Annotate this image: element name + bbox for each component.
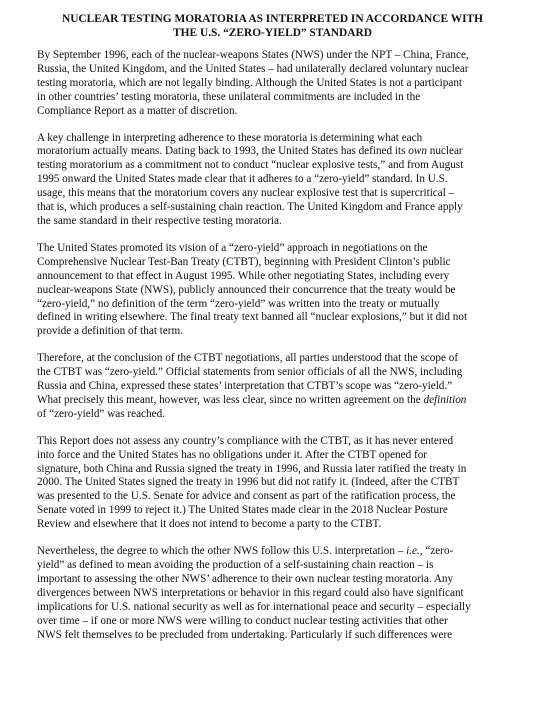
body-paragraph <box>37 242 518 339</box>
paragraph-line: 2000. The United States signed the treaty in 1996 but did not ratify it. (Indeed, after the CTBT <box>37 476 460 489</box>
paragraph-line: defined in writing elsewhere. The final treaty text banned all “nuclear explosions,” but it did not <box>37 311 468 324</box>
paragraph-line: testing moratoria, which are not legally binding. Although the United States is not a participant <box>37 76 463 89</box>
paragraph-line: was presented to the U.S. Senate for advice and consent as part of the ratification process, the <box>37 490 456 503</box>
paragraph-line: signature, both China and Russia signed the treaty in 1996, and Russia later ratified the treaty in <box>37 462 467 475</box>
body-paragraph <box>37 352 518 422</box>
paragraph-line: over time – if one or more NWS were willing to conduct nuclear testing activities that other <box>37 614 448 627</box>
paragraph-line: in other countries’ testing moratoria, these unilateral commitments are included in the <box>37 90 421 103</box>
paragraph-line: NWS felt themselves to be precluded from undertaking. Particularly if such differences were <box>37 628 453 641</box>
paragraph-line: Russia, the United Kingdom, and the United States – had unilaterally declared voluntary nuclear <box>37 62 469 75</box>
paragraph-line: testing moratorium as a commitment not to conduct “nuclear explosive tests,” and from August <box>37 159 464 172</box>
emphasis-text: own <box>408 145 427 158</box>
body-paragraph <box>37 132 518 229</box>
paragraph-line: Nevertheless, the degree to which the other NWS follow this U.S. interpretation – i.e., “zero- <box>37 545 454 558</box>
paragraph-line: By September 1996, each of the nuclear-weapons States (NWS) under the NPT – China, France, <box>37 49 469 61</box>
body-paragraph <box>37 49 518 119</box>
body-paragraph <box>37 435 518 532</box>
paragraph-line: Compliance Report as a matter of discretion. <box>37 104 238 117</box>
paragraph-line: Russia and China, expressed these states’ interpretation that CTBT’s scope was “zero-yield.” <box>37 380 453 393</box>
paragraph-line: moratorium actually means. Dating back to 1993, the United States has defined its own nuclear <box>37 145 463 158</box>
paragraph-line: important to assessing the other NWS’ adherence to their own nuclear testing moratoria. Any <box>37 572 454 585</box>
paragraph-line: of “zero-yield” was reached. <box>37 407 165 420</box>
title-line: THE U.S. “ZERO-YIELD” STANDARD <box>173 27 372 39</box>
paragraph-line: into force and the United States has no obligations under it. After the CTBT opened for <box>37 448 428 461</box>
paragraph-line: This Report does not assess any country’s compliance with the CTBT, as it has never entered <box>37 434 454 447</box>
paragraph-line: usage, this means that the moratorium covers any nuclear explosive test that is supercritical – <box>37 187 455 200</box>
paragraph-line: “zero-yield,” no definition of the term “zero-yield” was written into the treaty or mutually <box>37 297 440 310</box>
paragraph-line: Senate voted in 1999 to reject it.) The United States made clear in the 2018 Nuclear Posture <box>37 504 448 517</box>
body-paragraph <box>37 545 518 642</box>
paragraph-line: The United States promoted its vision of a “zero-yield” approach in negotiations on the <box>37 241 428 254</box>
paragraph-line: Comprehensive Nuclear Test-Ban Treaty (CTBT), beginning with President Clinton’s public <box>37 255 451 268</box>
paragraph-line: implications for U.S. national security as well as for international peace and security – especially <box>37 600 471 613</box>
paragraph-line: nuclear-weapons State (NWS), publicly announced their concurrence that the treaty would be <box>37 283 456 296</box>
paragraph-line: announcement to that effect in August 1995. While other negotiating States, including every <box>37 269 450 282</box>
paragraph-line: the same standard in their respective testing moratoria. <box>37 214 282 227</box>
paragraph-line: Therefore, at the conclusion of the CTBT negotiations, all parties understood that the scope of <box>37 352 459 365</box>
paragraph-line: 1995 onward the United States made clear that it adheres to a “zero-yield” standard. In U.S. <box>37 173 448 186</box>
paragraph-line: divergences between NWS interpretations or behavior in this regard could also have significant <box>37 586 464 599</box>
paragraph-line: Review and elsewhere that it does not intend to become a party to the CTBT. <box>37 518 382 531</box>
emphasis-text: definition <box>423 393 467 406</box>
page-title <box>37 12 518 40</box>
paragraph-line: A key challenge in interpreting adherence to these moratoria is determining what each <box>37 131 423 144</box>
emphasis-text: i.e. <box>406 545 420 558</box>
paragraph-line: yield” as defined to mean avoiding the production of a self-sustaining chain reaction – is <box>37 559 434 571</box>
document-body <box>37 49 518 642</box>
paragraph-line: What precisely this meant, however, was less clear, since no written agreement on the definition <box>37 393 467 406</box>
paragraph-line: provide a definition of that term. <box>37 325 184 338</box>
paragraph-line: the CTBT was “zero-yield.” Official statements from senior officials of all the NWS, including <box>37 366 463 379</box>
paragraph-line: that is, which produces a self-sustaining chain reaction. The United Kingdom and France apply <box>37 201 463 214</box>
title-line: NUCLEAR TESTING MORATORIA AS INTERPRETED IN ACCORDANCE WITH <box>61 13 483 25</box>
